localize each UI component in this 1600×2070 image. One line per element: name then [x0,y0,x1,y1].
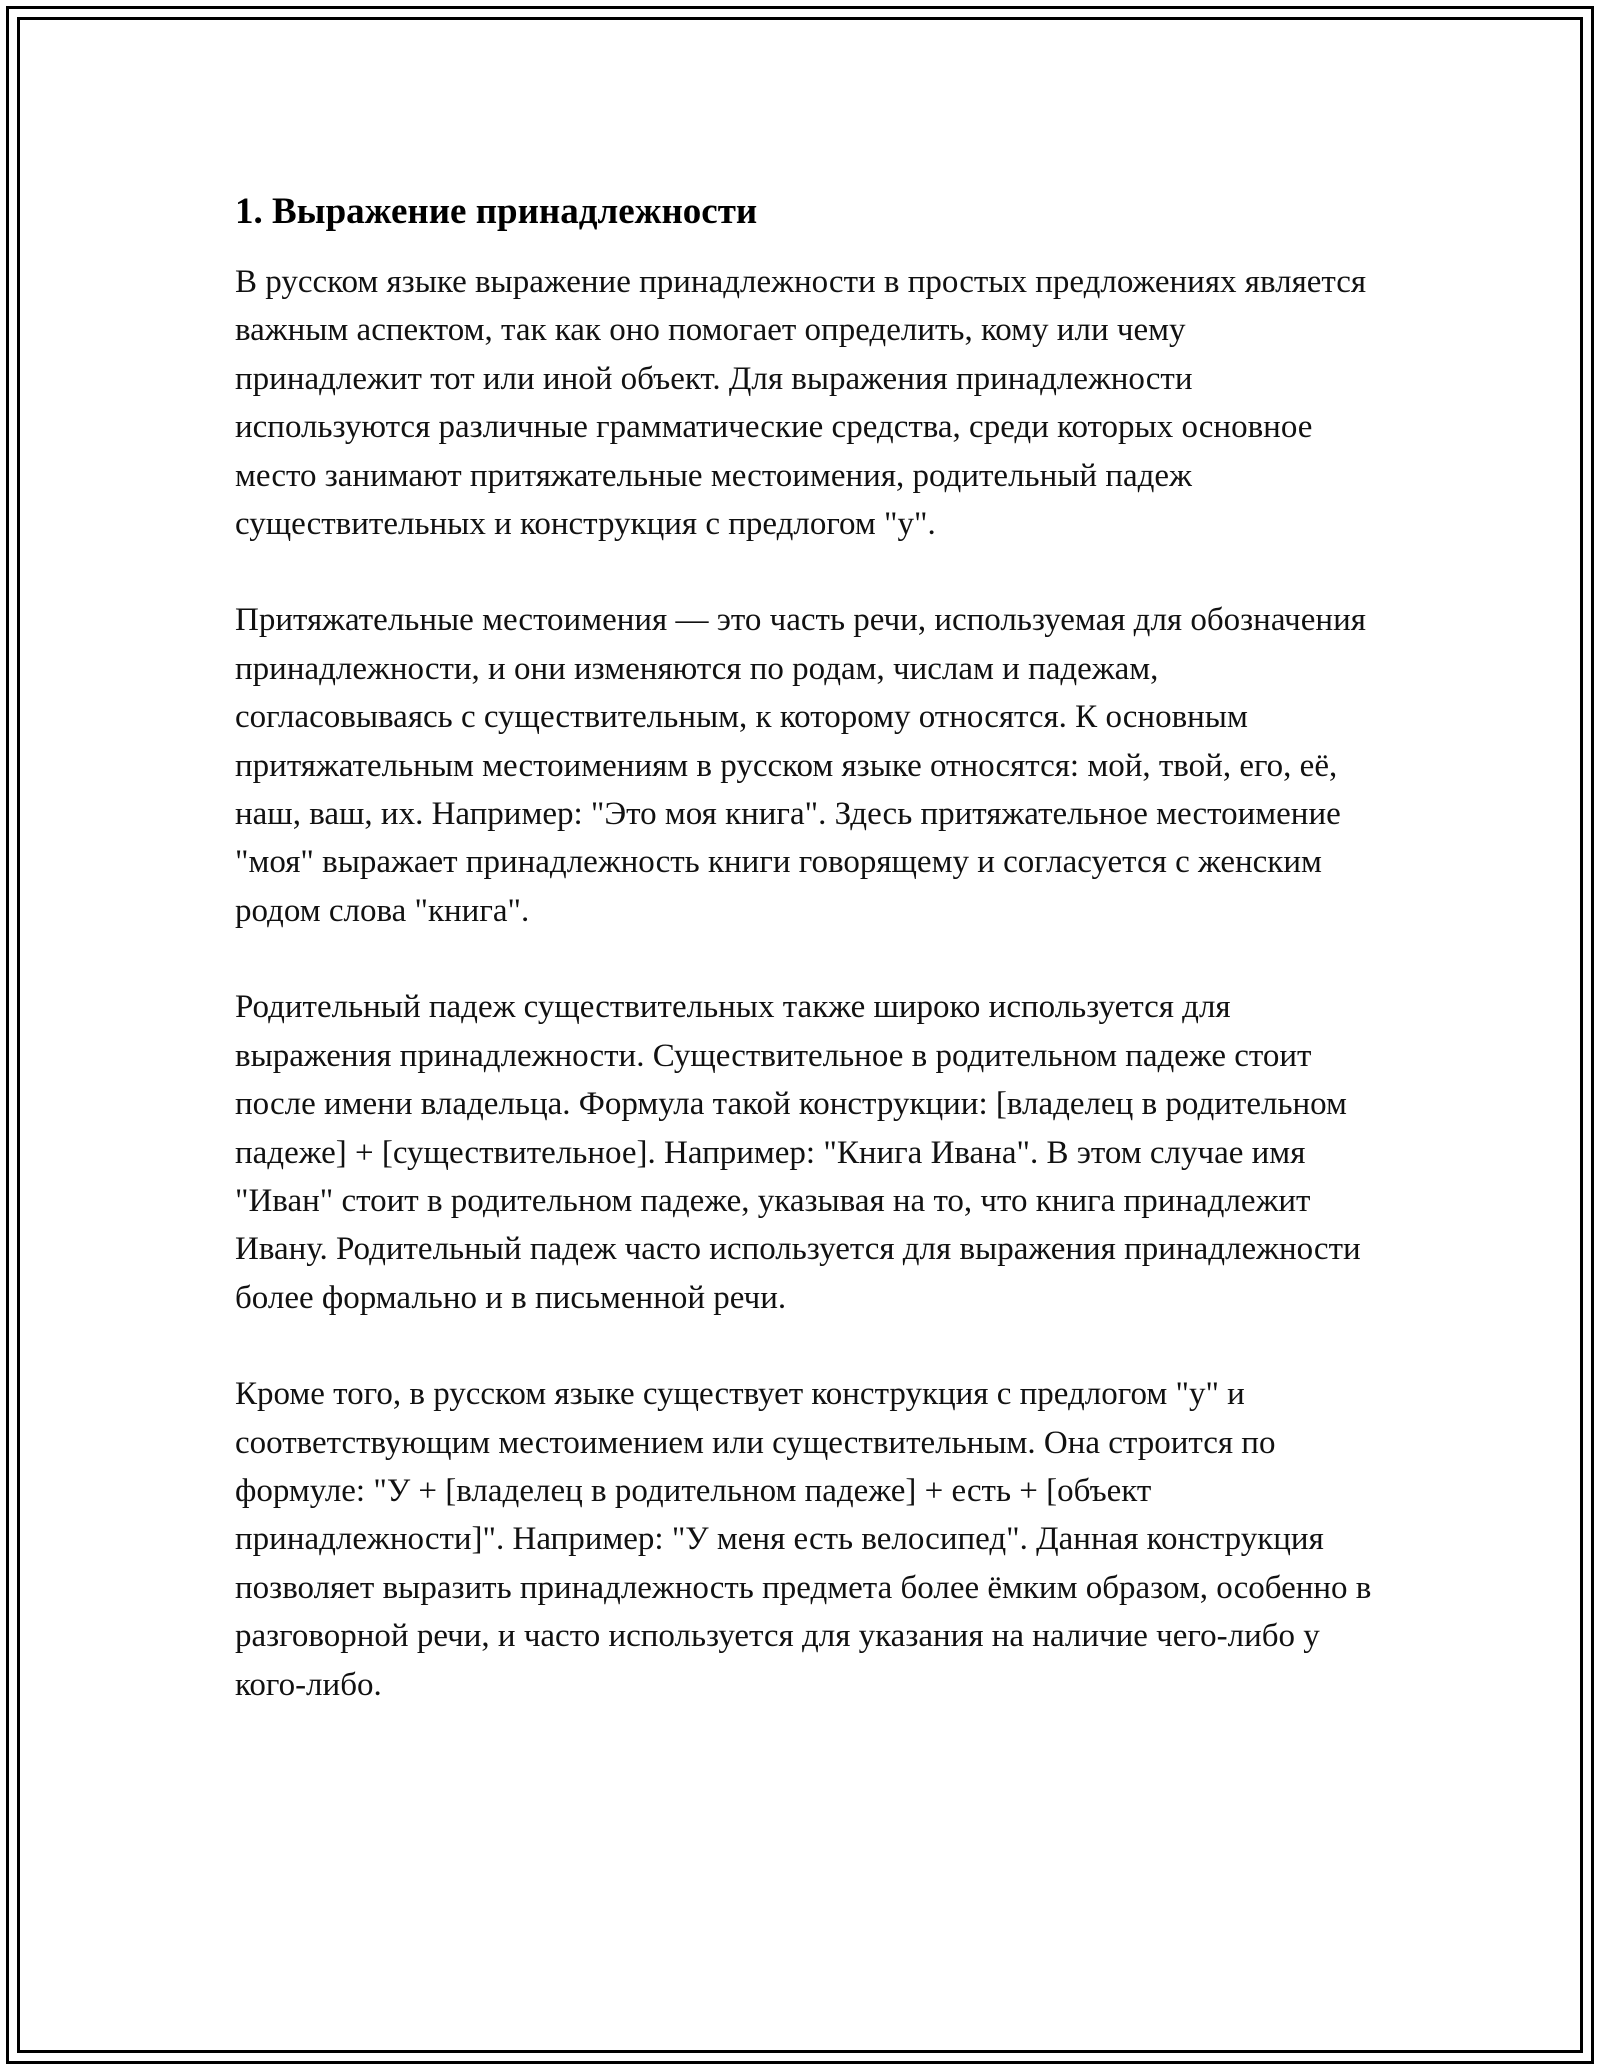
paragraph-possessive-pronouns: Притяжательные местоимения — это часть речи, используемая для обозначения принадлежности, и они изменяются по родам, числам и падежам, согласовываясь с существительным, к которому относятся. К основным притяжательным местоимениям в русском языке относятся: мой, твой, его, её, наш, ваш, их. Например: "Это моя книга". Здесь притяжательное местоимение "моя" выражает принадлежность книги говорящему и согласуется с женским родом слова "книга". [235,602,1366,929]
paragraph-genitive-case: Родительный падеж существительных также широко используется для выражения принадлежности. Существительное в родительном падеже стоит после имени владельца. Формула такой конструкции: [владелец в родительном падеже] + [существительное]. Например: "Книга Ивана". В этом случае имя "Иван" стоит в родительном падеже, указывая на то, что книга принадлежит Ивану. Родительный падеж часто используется для выражения принадлежности более формально и в письменной речи. [235,989,1361,1316]
document-body [235,188,1375,1757]
paragraph-u-construction: Кроме того, в русском языке существует конструкция с предлогом "у" и соответствующим местоимением или существительным. Она строится по формуле: "У + [владелец в родительном падеже] + есть + [объект принадлежности]". Например: "У меня есть велосипед". Данная конструкция позволяет выразить принадлежность предмета более ёмким образом, особенно в разговорной речи, и часто используется для указания на наличие чего-либо у кого-либо. [235,1376,1372,1703]
section-heading: 1. Выражение принадлежности [235,191,758,232]
paragraph-intro: В русском языке выражение принадлежности в простых предложениях является важным аспектом, так как оно помогает определить, кому или чему принадлежит тот или иной объект. Для выражения принадлежности используются различные грамматические средства, среди которых основное место занимают притяжательные местоимения, родительный падеж существительных и конструкция с предлогом "у". [235,264,1367,543]
